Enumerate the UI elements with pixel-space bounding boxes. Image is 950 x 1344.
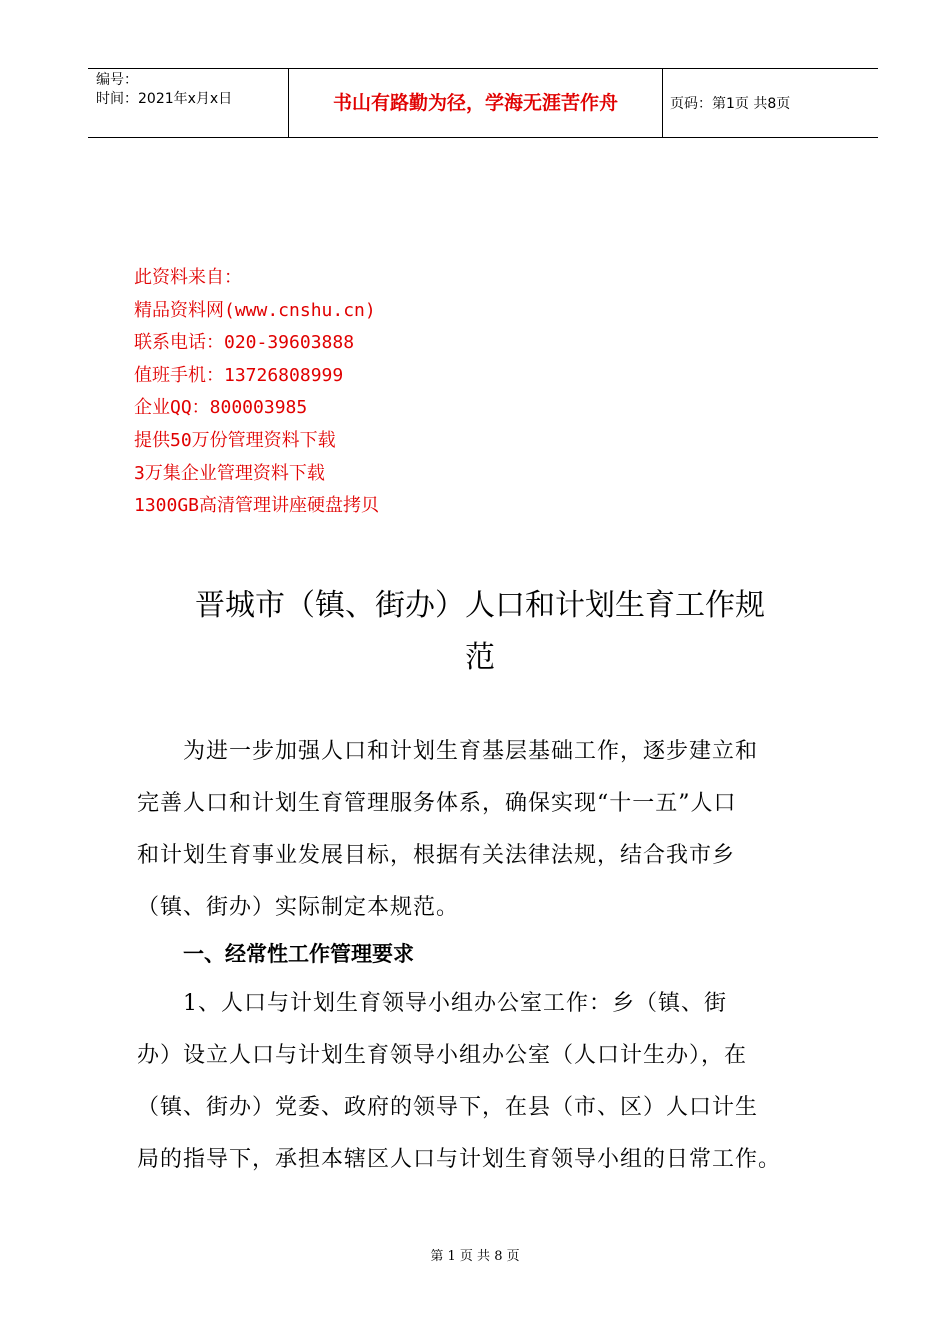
source-info-line: 联系电话：020-39603888 [134,332,355,354]
paragraph-line: 办）设立人口与计划生育领导小组办公室（人口计生办），在 [137,1043,748,1068]
paragraph-line: 局的指导下，承担本辖区人口与计划生育领导小组的日常工作。 [137,1147,782,1172]
source-info-line: 提供50万份管理资料下载 [134,429,336,451]
source-info-block [134,262,379,523]
doc-number-label: 编号： [96,72,138,88]
page-header [88,68,878,138]
source-info-line: 精品资料网(www.cnshu.cn) [134,299,376,321]
source-info-line: 1300GB高清管理讲座硬盘拷贝 [134,495,380,517]
source-info-line: 此资料来自： [134,267,242,288]
paragraph-line: （镇、街办）实际制定本规范。 [137,895,460,920]
section-heading: 一、经常性工作管理要求 [183,942,414,966]
paragraph-line: 和计划生育事业发展目标，根据有关法律法规，结合我市乡 [137,843,736,868]
doc-time-label: 时间：2021年x月x日 [96,91,233,107]
header-motto-cell [288,69,663,137]
source-info-line: 企业QQ：800003985 [134,397,308,419]
header-page-info: 页码：第1页 共8页 [670,96,791,112]
paragraph-line: 1、人口与计划生育领导小组办公室工作：乡（镇、街 [137,991,727,1016]
intro-paragraph [137,726,837,934]
paragraph-line: 完善人口和计划生育管理服务体系，确保实现“十一五”人口 [137,791,737,816]
paragraph-line: （镇、街办）党委、政府的领导下，在县（市、区）人口计生 [137,1095,759,1120]
document-title-line-2: 范 [465,640,495,675]
header-motto: 书山有路勤为径，学海无涯苦作舟 [332,92,618,114]
page-footer: 第 1 页 共 8 页 [430,1249,520,1264]
header-page-cell [662,69,878,137]
document-title-line-1: 晋城市（镇、街办）人口和计划生育工作规 [195,588,765,623]
header-meta-cell [88,69,288,137]
source-info-line: 值班手机：13726808999 [134,364,344,386]
paragraph-line: 为进一步加强人口和计划生育基层基础工作，逐步建立和 [137,739,759,764]
item-1-paragraph [137,978,837,1186]
source-info-line: 3万集企业管理资料下载 [134,462,325,484]
